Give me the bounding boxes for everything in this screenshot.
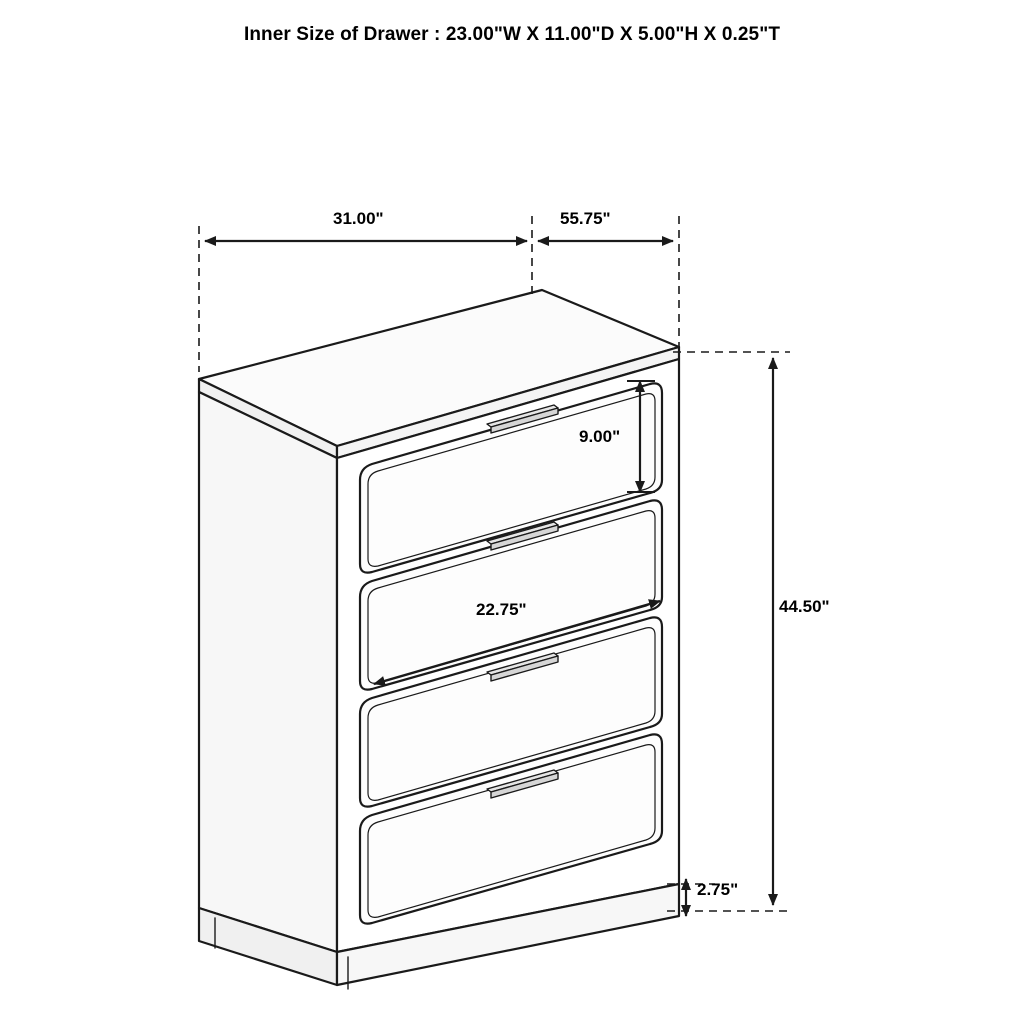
dim-label-5575: 55.75" xyxy=(560,209,611,228)
chest-drawing xyxy=(199,290,679,989)
cabinet-left-side xyxy=(199,392,337,952)
dim-label-31: 31.00" xyxy=(333,209,384,228)
page-title: Inner Size of Drawer : 23.00"W X 11.00"D X 5.00"H X 0.25"T xyxy=(243,24,781,45)
dim-label-2275: 22.75" xyxy=(476,600,527,619)
dim-label-900: 9.00" xyxy=(579,427,621,446)
dim-label-275: 2.75" xyxy=(697,880,739,899)
dim-label-4450: 44.50" xyxy=(779,597,830,616)
